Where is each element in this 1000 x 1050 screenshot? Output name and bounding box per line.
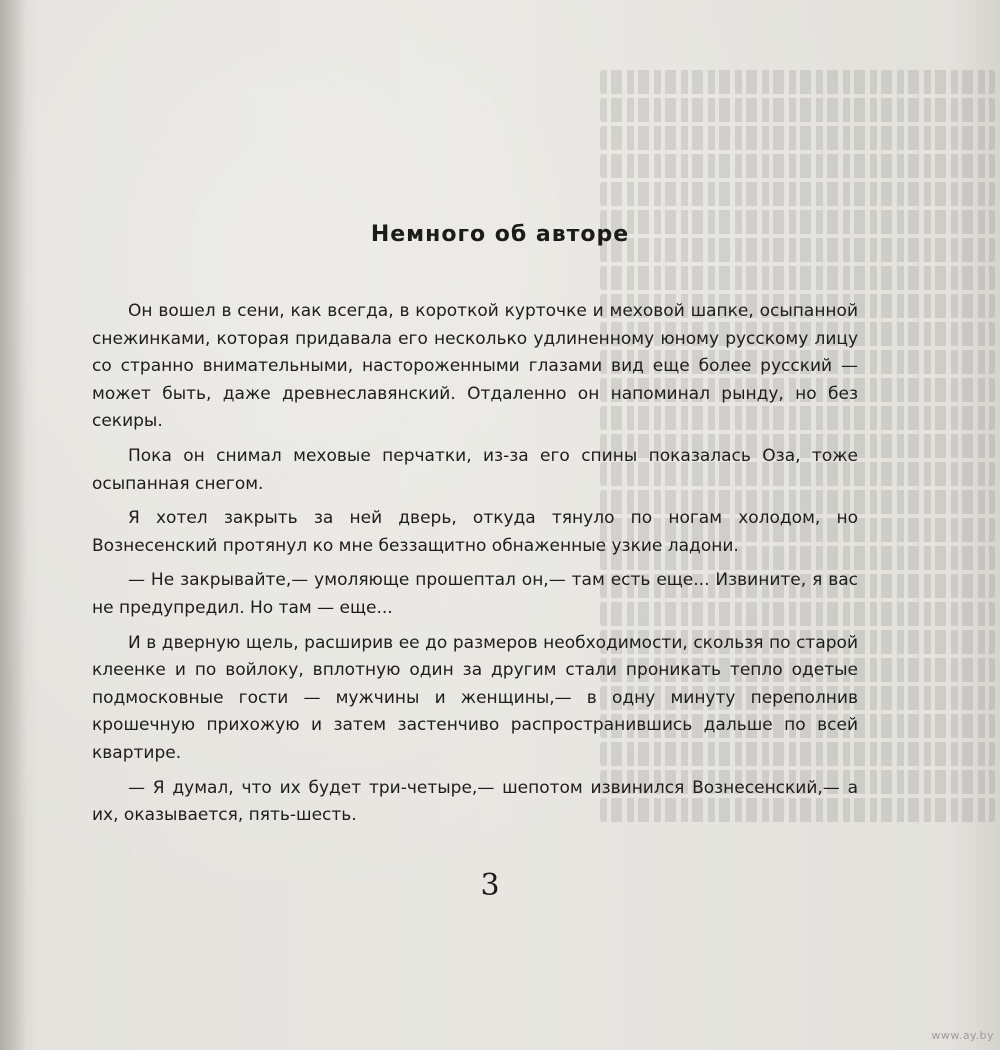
watermark: www.ay.by [931, 1029, 994, 1042]
paragraph: И в дверную щель, расширив ее до размеров необходимости, скользя по старой клеенке и по войлоку, вплотную один за другим стали проникать тепло одетые подмосковные гости — мужчины и женщины,— в одну минуту переполнив крошечную прихожую и затем застенчиво распространившись дальше по всей квартире. [92, 632, 858, 763]
paragraph: — Не закрывайте,— умоляюще прошептал он,— там есть еще... Извините, я вас не предупредил. Но там — еще... [92, 570, 858, 618]
paragraph: Пока он снимал меховые перчатки, из-за его спины показалась Оза, тоже осыпанная снегом. [92, 445, 858, 494]
body-text [92, 298, 858, 837]
paragraph: Он вошел в сени, как всегда, в короткой курточке и меховой шапке, осыпанной снежинками, которая придавала его несколько удлиненному юному русскому лицу со странно внимательными, настороженными глазами вид еще более русский — может быть, даже древнеславянский. Отдаленно он напоминал рынду, но без секиры. [92, 301, 858, 432]
section-title: Немного об авторе [370, 222, 630, 247]
page-gutter-shadow [0, 0, 26, 1050]
page-number: 3 [480, 868, 500, 903]
paragraph: Я хотел закрыть за ней дверь, откуда тянуло по ногам холодом, но Вознесенский протянул ко мне беззащитно обнаженные узкие ладони. [92, 508, 858, 556]
paragraph: — Я думал, что их будет три-четыре,— шепотом извинился Вознесенский,— а их, оказывается, пять-шесть. [92, 777, 858, 826]
